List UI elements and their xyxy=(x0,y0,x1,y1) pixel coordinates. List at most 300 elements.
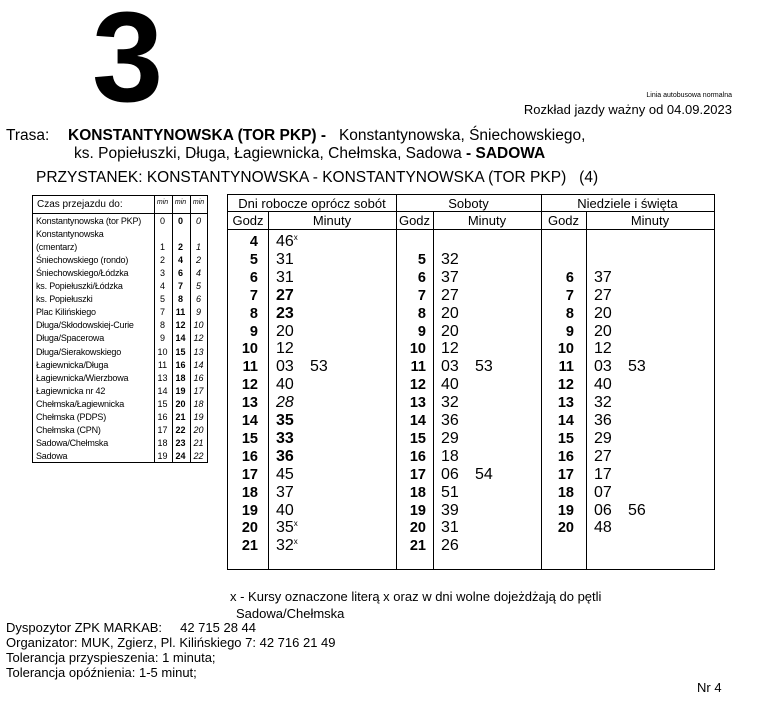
dispatcher-label: Dyspozytor ZPK MARKAB: xyxy=(6,620,163,635)
departure-minutes xyxy=(441,340,475,358)
departure-hour: 21 xyxy=(241,538,258,555)
time-a: 15 xyxy=(157,398,168,409)
route-line2: ks. Popiełuszki, Długa, Łagiewnicka, Chełmska, Sadowa xyxy=(74,145,462,162)
stop-name: Łagiewnicka/Długa xyxy=(36,359,109,370)
departure-hour: 8 xyxy=(565,305,574,322)
line-type: Linia autobusowa normalna xyxy=(646,92,732,99)
time-a: 14 xyxy=(157,385,168,396)
minute-value: 06 xyxy=(594,501,612,519)
departure-minute xyxy=(276,269,310,287)
travel-time-row xyxy=(33,229,207,239)
departure-minute xyxy=(276,519,310,537)
minute-value: 27 xyxy=(441,286,459,304)
departure-minutes xyxy=(276,466,310,484)
departure-minutes xyxy=(594,287,628,305)
departure-hour: 11 xyxy=(242,359,258,376)
departure-minute xyxy=(628,358,662,376)
departure-minutes xyxy=(594,340,628,358)
time-c: 21 xyxy=(193,437,204,448)
departure-hour: 10 xyxy=(557,341,574,358)
minute-value: 23 xyxy=(276,304,294,322)
minute-value: 45 xyxy=(276,465,294,483)
time-b: 14 xyxy=(175,333,186,344)
minute-value: 37 xyxy=(594,268,612,286)
minute-value: 32 xyxy=(441,250,459,268)
departure-hour: 15 xyxy=(241,430,258,447)
departure-hour: 7 xyxy=(565,287,574,304)
departure-minute xyxy=(276,233,310,251)
departure-hour: 19 xyxy=(241,502,258,519)
departure-minutes xyxy=(594,484,628,502)
time-c: 22 xyxy=(193,450,204,461)
departure-hour: 14 xyxy=(241,413,258,429)
minutes-column-header: Minuty xyxy=(312,213,352,228)
time-a: 0 xyxy=(159,216,165,226)
minute-value: 35 xyxy=(276,519,294,537)
departure-minute xyxy=(441,430,475,448)
minute-value: 54 xyxy=(475,465,493,483)
minute-value: 48 xyxy=(594,519,612,537)
stop-name: Długa/Skłodowskiej-Curie xyxy=(36,320,134,331)
departure-minutes xyxy=(441,519,475,537)
departure-hour: 9 xyxy=(249,323,258,340)
departure-minutes xyxy=(276,430,310,448)
time-c: 4 xyxy=(195,268,201,279)
departure-minute xyxy=(594,484,628,502)
course-marker-x: x xyxy=(293,519,298,529)
time-b: 4 xyxy=(177,255,183,266)
stop-name: PRZYSTANEK: KONSTANTYNOWSKA - KONSTANTYNOWSKA (TOR PKP) xyxy=(36,169,567,186)
departure-hour: 10 xyxy=(241,341,258,358)
col-header-min-3: min xyxy=(192,199,205,206)
departure-minute xyxy=(276,287,310,305)
departure-minute xyxy=(594,340,628,358)
time-b: 0 xyxy=(177,216,183,226)
departure-minute xyxy=(276,376,310,394)
minute-value: 53 xyxy=(310,358,328,376)
time-c: 18 xyxy=(193,398,204,409)
departure-minutes xyxy=(594,466,628,484)
minute-value: 51 xyxy=(441,483,459,501)
organizer-info: Organizator: MUK, Zgierz, Pl. Kilińskiego 7: 42 716 21 49 xyxy=(6,635,336,650)
departure-minute xyxy=(310,358,344,376)
departure-hour: 16 xyxy=(241,448,258,465)
departure-minutes xyxy=(594,502,662,520)
time-c: 13 xyxy=(193,346,204,357)
minute-value: 53 xyxy=(475,358,493,376)
departure-minute xyxy=(276,358,310,376)
stop-name: ks. Popiełuszki/Łódzka xyxy=(36,281,123,292)
departure-minutes xyxy=(276,376,310,394)
departure-hour: 13 xyxy=(409,395,426,412)
travel-time-row xyxy=(33,373,207,383)
departure-minutes xyxy=(594,448,628,466)
time-a: 3 xyxy=(159,268,165,279)
departure-minutes xyxy=(276,519,310,537)
time-c: 2 xyxy=(195,255,201,266)
departures-table xyxy=(227,194,715,570)
minute-value: 20 xyxy=(594,322,612,340)
stop-name: Długa/Sierakowskiego xyxy=(36,346,122,357)
departure-minutes xyxy=(594,519,628,537)
departure-hour: 20 xyxy=(409,520,426,537)
departure-minutes xyxy=(594,305,628,323)
departure-minute xyxy=(441,412,475,430)
departure-hour: 12 xyxy=(557,377,574,394)
course-marker-x: x xyxy=(293,537,298,547)
travel-time-row xyxy=(33,242,207,252)
time-b: 11 xyxy=(175,307,186,318)
departure-minutes xyxy=(441,376,475,394)
departure-minutes xyxy=(441,269,475,287)
time-a: 7 xyxy=(159,307,165,318)
departure-hour: 6 xyxy=(417,269,426,286)
departure-minute xyxy=(594,448,628,466)
hour-column-header: Godz xyxy=(398,213,431,228)
departure-minute xyxy=(441,537,475,555)
departure-minute xyxy=(276,448,310,466)
time-c: 17 xyxy=(193,385,204,396)
departure-minutes xyxy=(276,269,310,287)
departure-hour: 10 xyxy=(409,341,426,358)
minute-value: 12 xyxy=(594,340,612,358)
departure-minutes xyxy=(441,394,475,412)
departure-hour: 13 xyxy=(241,395,258,412)
time-b: 20 xyxy=(175,398,186,409)
departure-minute xyxy=(594,519,628,537)
departure-minute xyxy=(441,323,475,341)
time-b: 2 xyxy=(177,242,183,253)
departure-minutes xyxy=(441,502,475,520)
departure-hour: 18 xyxy=(557,484,574,501)
route-start: KONSTANTYNOWSKA (TOR PKP) - xyxy=(68,127,327,144)
departure-hour: 5 xyxy=(417,251,426,268)
travel-time-caption: Czas przejazdu do: xyxy=(37,199,123,210)
time-b: 12 xyxy=(175,320,186,331)
departure-hour: 12 xyxy=(409,377,426,394)
minute-value: 36 xyxy=(441,412,459,429)
departure-hour: 8 xyxy=(417,305,426,322)
time-c: 12 xyxy=(193,333,204,344)
time-b: 6 xyxy=(177,268,183,279)
minute-value: 20 xyxy=(441,322,459,340)
minute-value: 03 xyxy=(276,358,294,376)
departure-hour: 17 xyxy=(409,466,426,483)
departure-hour: 4 xyxy=(249,234,258,250)
departure-minutes xyxy=(441,412,475,430)
departure-minutes xyxy=(276,502,310,520)
departure-minute xyxy=(441,358,475,376)
course-marker-x: x xyxy=(293,233,298,242)
minute-value: 27 xyxy=(276,286,294,304)
departure-hour: 12 xyxy=(241,377,258,394)
time-c: 6 xyxy=(195,294,201,305)
departure-minute xyxy=(276,340,310,358)
departure-hour: 21 xyxy=(409,538,426,555)
departure-hour: 18 xyxy=(409,484,426,501)
departure-minutes xyxy=(276,340,310,358)
minute-value: 56 xyxy=(628,501,646,519)
route-end: - SADOWA xyxy=(466,145,546,162)
departure-minute xyxy=(441,269,475,287)
departure-minute xyxy=(594,412,628,430)
minute-value: 28 xyxy=(276,394,294,412)
departure-minutes xyxy=(276,394,310,412)
minute-value: 39 xyxy=(441,501,459,519)
tolerance-late: Tolerancja opóźnienia: 1-5 minut; xyxy=(6,665,197,680)
departure-minutes xyxy=(441,287,475,305)
departure-minute xyxy=(276,537,310,555)
departure-minutes xyxy=(441,323,475,341)
departure-minute xyxy=(594,323,628,341)
departure-hour: 9 xyxy=(417,323,426,340)
departure-hour: 20 xyxy=(241,520,258,537)
departure-minute xyxy=(276,394,310,412)
departure-minutes xyxy=(276,287,310,305)
departure-minute xyxy=(441,394,475,412)
departure-minutes xyxy=(276,537,310,555)
departure-minutes xyxy=(276,412,310,430)
minute-value: 33 xyxy=(276,429,294,447)
legend-note xyxy=(230,588,601,622)
travel-time-row xyxy=(33,360,207,370)
departure-minute xyxy=(276,323,310,341)
section-title: Dni robocze oprócz sobót xyxy=(238,196,386,211)
travel-time-row xyxy=(33,399,207,409)
stop-name: (cmentarz) xyxy=(36,242,78,253)
route-line1: Konstantynowska, Śniechowskiego, xyxy=(338,127,586,144)
travel-time-header xyxy=(33,196,207,214)
route-label: Trasa: xyxy=(6,127,50,144)
minute-value: 06 xyxy=(441,465,459,483)
stop-name: Łagiewnicka/Wierzbowa xyxy=(36,372,129,383)
legend-note-line2: Sadowa/Chełmska xyxy=(236,606,345,621)
time-a: 13 xyxy=(157,372,168,383)
travel-time-row xyxy=(33,268,207,278)
departure-minute xyxy=(441,466,475,484)
departure-hour: 7 xyxy=(249,287,258,304)
minute-value: 18 xyxy=(441,447,459,465)
departure-minute xyxy=(594,358,628,376)
departure-minutes xyxy=(276,358,344,376)
route-description xyxy=(6,127,585,163)
departure-minute xyxy=(594,466,628,484)
minute-value: 40 xyxy=(276,501,294,519)
tolerance-early: Tolerancja przyspieszenia: 1 minuta; xyxy=(6,650,216,665)
time-c: 5 xyxy=(195,281,201,292)
minute-value: 20 xyxy=(594,304,612,322)
time-a: 17 xyxy=(157,424,168,435)
time-c: 16 xyxy=(193,372,204,383)
time-c: 20 xyxy=(193,424,204,435)
time-c: 14 xyxy=(193,359,204,370)
departure-minute xyxy=(276,305,310,323)
stop-name: Śniechowskiego/Łódzka xyxy=(36,268,129,279)
minute-value: 07 xyxy=(594,483,612,501)
minute-value: 31 xyxy=(441,519,459,537)
time-c: 9 xyxy=(195,307,201,318)
minute-value: 32 xyxy=(594,394,612,412)
departure-minutes xyxy=(594,376,628,394)
col-header-min-1: min xyxy=(156,199,169,206)
stop-name: Długa/Spacerowa xyxy=(36,333,105,344)
minute-value: 31 xyxy=(276,268,294,286)
section-title: Soboty xyxy=(448,196,489,211)
section-title: Niedziele i święta xyxy=(577,196,678,211)
departure-minute xyxy=(441,251,475,269)
stop-name: Plac Kilińskiego xyxy=(36,307,96,318)
time-a: 9 xyxy=(159,333,165,344)
departure-minute xyxy=(441,376,475,394)
departure-hour: 17 xyxy=(557,466,574,483)
stop-name: Sadowa xyxy=(36,450,68,461)
minutes-column-header: Minuty xyxy=(630,213,670,228)
departure-minute xyxy=(628,502,662,520)
time-a: 18 xyxy=(157,437,168,448)
time-a: 11 xyxy=(157,359,168,370)
travel-time-row xyxy=(33,386,207,396)
minute-value: 40 xyxy=(276,376,294,394)
travel-time-row xyxy=(33,412,207,422)
departure-hour: 16 xyxy=(557,448,574,465)
departure-minute xyxy=(475,358,509,376)
departure-minute xyxy=(441,484,475,502)
time-b: 15 xyxy=(175,346,186,357)
time-c: 1 xyxy=(195,242,201,253)
time-c: 0 xyxy=(195,216,201,226)
departure-minutes xyxy=(441,537,475,555)
hour-column-header: Godz xyxy=(547,213,580,228)
time-b: 7 xyxy=(177,281,183,292)
stop-name: Chełmska (CPN) xyxy=(36,424,101,435)
departure-minutes xyxy=(441,484,475,502)
travel-time-row xyxy=(33,294,207,304)
travel-time-row xyxy=(33,320,207,330)
travel-time-row xyxy=(33,307,207,317)
departure-minutes xyxy=(276,305,310,323)
departure-minute xyxy=(276,484,310,502)
departure-minutes xyxy=(594,358,662,376)
minute-value: 12 xyxy=(441,340,459,358)
departure-minute xyxy=(441,448,475,466)
minute-value: 27 xyxy=(594,447,612,465)
stop-name: ks. Popiełuszki xyxy=(36,294,93,305)
departure-minute xyxy=(441,340,475,358)
travel-time-row xyxy=(33,425,207,435)
stop-code: (4) xyxy=(579,169,599,186)
departure-hour: 16 xyxy=(409,448,426,465)
minute-value: 29 xyxy=(594,429,612,447)
departure-hour: 20 xyxy=(557,520,574,537)
departure-hour: 15 xyxy=(557,430,574,447)
minute-value: 40 xyxy=(441,376,459,394)
departure-minutes xyxy=(276,448,310,466)
time-b: 22 xyxy=(175,424,186,435)
minute-value: 27 xyxy=(594,286,612,304)
minute-value: 37 xyxy=(276,483,294,501)
departure-minute xyxy=(441,519,475,537)
footer-info xyxy=(6,620,336,680)
minute-value: 46 xyxy=(276,233,294,250)
dispatcher-phone: 42 715 28 44 xyxy=(180,620,257,635)
departure-minute xyxy=(475,466,509,484)
travel-time-row xyxy=(33,451,207,461)
minute-value: 36 xyxy=(276,447,294,465)
legend-note-line1: x - Kursy oznaczone literą x oraz w dni wolne dojeżdżają do pętli xyxy=(230,589,602,604)
departure-minutes xyxy=(594,430,628,448)
minute-value: 17 xyxy=(594,465,612,483)
departure-hour: 8 xyxy=(249,305,258,322)
departure-hour: 13 xyxy=(557,395,574,412)
minute-value: 35 xyxy=(276,412,294,429)
departure-minute xyxy=(276,430,310,448)
minute-value: 53 xyxy=(628,358,646,376)
minute-value: 12 xyxy=(276,340,294,358)
minute-value: 29 xyxy=(441,429,459,447)
departure-minute xyxy=(594,305,628,323)
time-b: 8 xyxy=(177,294,183,305)
time-c: 10 xyxy=(193,320,204,331)
stop-name: Konstantynowska xyxy=(36,229,104,240)
departure-minutes xyxy=(441,466,509,484)
departure-minute xyxy=(594,376,628,394)
col-header-min-2: min xyxy=(174,199,187,206)
departure-minute xyxy=(594,394,628,412)
page-number: Nr 4 xyxy=(697,680,722,695)
stop-name: Konstantynowska (tor PKP) xyxy=(36,216,142,226)
departure-hour: 11 xyxy=(410,359,426,376)
stop-name: Śniechowskiego (rondo) xyxy=(36,255,129,266)
departure-hour: 14 xyxy=(557,413,574,429)
time-b: 18 xyxy=(175,372,186,383)
departure-hour: 19 xyxy=(557,502,574,519)
time-b: 19 xyxy=(175,385,186,396)
stop-title xyxy=(36,169,598,187)
travel-time-row xyxy=(33,333,207,343)
departure-minute xyxy=(276,466,310,484)
departure-minutes xyxy=(441,448,475,466)
departure-minute xyxy=(594,430,628,448)
stop-name: Łagiewnicka nr 42 xyxy=(36,385,106,396)
minutes-column-header: Minuty xyxy=(467,213,507,228)
travel-time-row xyxy=(33,255,207,265)
departure-minute xyxy=(441,287,475,305)
departure-hour: 9 xyxy=(565,323,574,340)
minute-value: 20 xyxy=(441,304,459,322)
valid-from-date: Rozkład jazdy ważny od 04.09.2023 xyxy=(523,102,732,117)
departure-minute xyxy=(276,502,310,520)
departure-hour: 6 xyxy=(565,269,574,286)
departure-minutes xyxy=(441,251,475,269)
minute-value: 32 xyxy=(441,394,459,412)
minute-value: 36 xyxy=(594,412,612,429)
departure-minutes xyxy=(276,323,310,341)
time-b: 21 xyxy=(175,411,186,422)
departure-hour: 14 xyxy=(409,413,426,429)
departure-minutes xyxy=(276,233,310,251)
time-a: 16 xyxy=(157,411,168,422)
departure-hour: 6 xyxy=(249,269,258,286)
departure-minute xyxy=(594,269,628,287)
time-a: 1 xyxy=(159,242,165,253)
travel-time-row xyxy=(33,347,207,357)
line-number: 3 xyxy=(92,0,164,129)
departure-minutes xyxy=(441,430,475,448)
departure-minutes xyxy=(276,251,310,269)
stop-name: Chełmska (PDPS) xyxy=(36,411,107,422)
departure-minutes xyxy=(594,269,628,287)
departure-hour: 17 xyxy=(241,466,258,483)
